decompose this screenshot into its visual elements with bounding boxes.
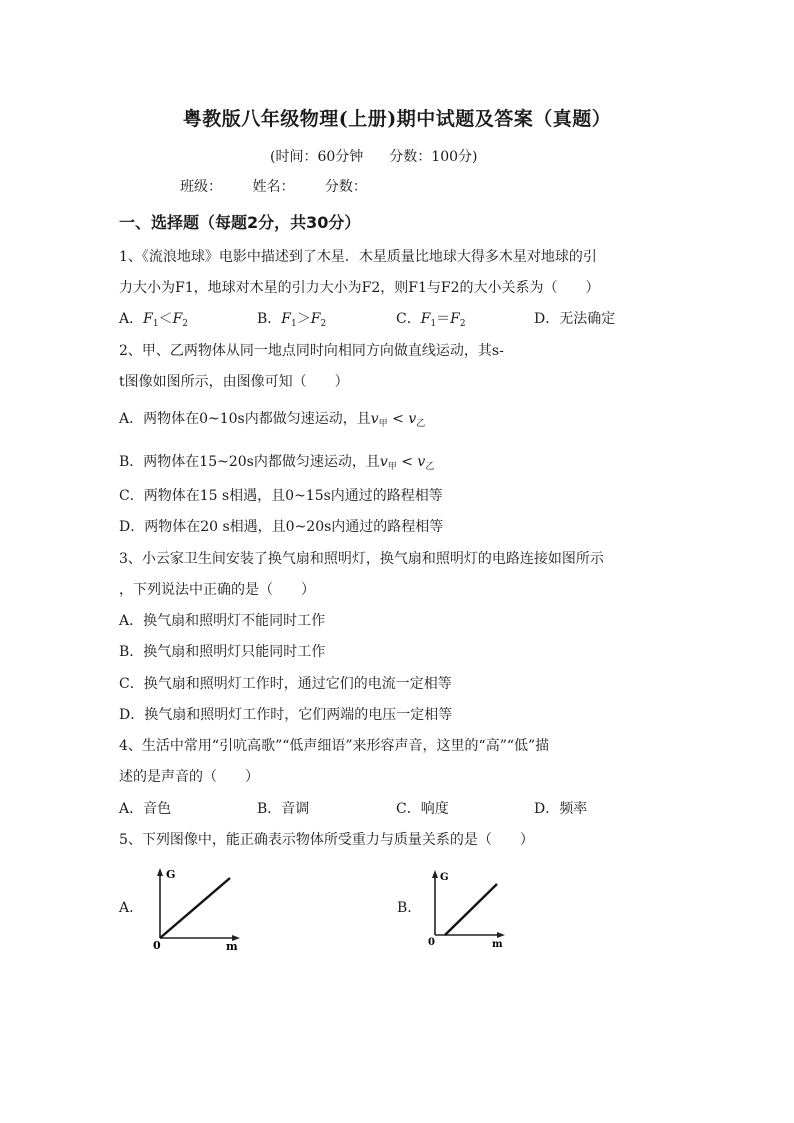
q3-option-a[interactable]: A．换气扇和照明灯不能同时工作 bbox=[119, 613, 326, 629]
q5-graph-a[interactable] bbox=[150, 866, 250, 950]
score-info: 分数：100分) bbox=[389, 149, 478, 165]
q5-graph-b[interactable] bbox=[425, 868, 515, 948]
q1-option-d[interactable]: D．无法确定 bbox=[534, 311, 616, 327]
exam-info bbox=[270, 146, 477, 166]
x-axis-label: m bbox=[226, 940, 238, 950]
q2-option-b[interactable]: B．两物体在15~20s内都做匀速运动，且$v_甲 < v_乙$ bbox=[119, 454, 435, 472]
q3-stem-line2: ，下列说法中正确的是（ ） bbox=[119, 582, 315, 598]
q2-stem-line1: 2、甲、乙两物体从同一地点同时向相同方向做直线运动，其s- bbox=[119, 343, 504, 359]
y-axis-arrow-icon bbox=[157, 868, 163, 876]
q3-option-b[interactable]: B．换气扇和照明灯只能同时工作 bbox=[119, 644, 326, 660]
y-axis-label: G bbox=[166, 868, 176, 881]
q4-stem-line2: 述的是声音的（ ） bbox=[119, 769, 259, 785]
q4-option-a[interactable]: A．音色 bbox=[119, 801, 172, 817]
x-axis-label: m bbox=[492, 939, 503, 948]
q1-option-a[interactable]: A．$F_1<F_2$ bbox=[119, 311, 189, 329]
score-label: 分数： bbox=[324, 179, 367, 195]
q2-option-d[interactable]: D．两物体在20 s相遇，且0~20s内通过的路程相等 bbox=[119, 519, 444, 535]
q3-option-d[interactable]: D．换气扇和照明灯工作时，它们两端的电压一定相等 bbox=[119, 707, 453, 723]
q1-stem-line1: 1、《流浪地球》电影中描述到了木星．木星质量比地球大得多木星对地球的引 bbox=[119, 249, 597, 265]
origin-label: 0 bbox=[153, 939, 161, 950]
q3-stem-line1: 3、小云家卫生间安装了换气扇和照明灯，换气扇和照明灯的电路连接如图所示 bbox=[119, 551, 604, 567]
name-label: 姓名： bbox=[252, 179, 295, 195]
y-axis-arrow-icon bbox=[432, 870, 438, 878]
q5-stem: 5、下列图像中，能正确表示物体所受重力与质量关系的是（ ） bbox=[119, 832, 534, 848]
q1-option-b[interactable]: B．$F_1>F_2$ bbox=[257, 311, 327, 329]
q2-option-a[interactable]: A．两物体在0~10s内都做匀速运动，且$v_甲 < v_乙$ bbox=[119, 411, 426, 429]
page-title: 粤教版八年级物理(上册)期中试题及答案（真题） bbox=[182, 108, 612, 130]
class-label: 班级： bbox=[180, 179, 222, 195]
origin-label: 0 bbox=[428, 937, 435, 948]
graph-line bbox=[160, 878, 230, 938]
q2-stem-line2: t图像如图所示，由图像可知（ ） bbox=[119, 374, 349, 390]
q2-option-c[interactable]: C．两物体在15 s相遇，且0~15s内通过的路程相等 bbox=[119, 488, 443, 504]
q5-option-a-label[interactable]: A. bbox=[119, 900, 134, 916]
q4-options bbox=[119, 799, 679, 821]
q4-stem-line1: 4、生活中常用“引吭高歌”“低声细语”来形容声音，这里的“高”“低”描 bbox=[119, 738, 550, 754]
y-axis-label: G bbox=[440, 872, 449, 883]
q4-option-b[interactable]: B．音调 bbox=[257, 801, 310, 817]
student-info-line bbox=[180, 176, 393, 196]
q5-option-b-label[interactable]: B. bbox=[397, 900, 412, 916]
time-info: (时间：60分钟 bbox=[270, 149, 364, 165]
q1-option-c[interactable]: C．$F_1=F_2$ bbox=[396, 311, 466, 329]
q3-option-c[interactable]: C．换气扇和照明灯工作时，通过它们的电流一定相等 bbox=[119, 676, 452, 692]
q4-option-d[interactable]: D．频率 bbox=[534, 801, 588, 817]
x-axis-arrow-icon bbox=[497, 932, 505, 938]
q4-option-c[interactable]: C．响度 bbox=[396, 801, 449, 817]
q1-stem-line2: 力大小为F1，地球对木星的引力大小为F2，则F1与F2的大小关系为（ ） bbox=[119, 280, 600, 296]
section-heading: 一、选择题（每题2分，共30分） bbox=[119, 213, 361, 232]
q1-options bbox=[119, 309, 679, 331]
graph-line bbox=[445, 884, 497, 935]
